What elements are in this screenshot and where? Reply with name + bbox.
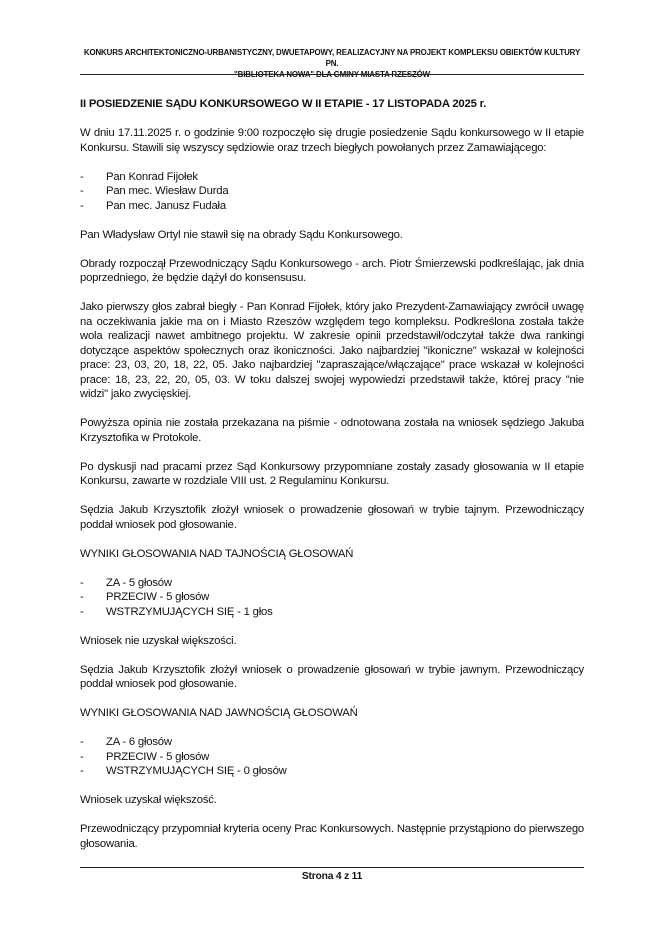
paragraph-voting-rules: Po dyskusji nad pracami przez Sąd Konkursowy przypomniane zostały zasady głosowania w II etapie Konkursu, zawarte w rozdziale VIII ust. 2 Regulaminu Konkursu. [80, 460, 584, 487]
section-title: II POSIEDZENIE SĄDU KONKURSOWEGO W II ETAPIE - 17 LISTOPADA 2025 r. [80, 98, 487, 110]
paragraph-protocol-note: Powyższa opinia nie została przekazana na piśmie - odnotowana została na wniosek sędziego Jakuba Krzysztofika w Protokole. [80, 417, 584, 444]
list-item: - Pan mec. Janusz Fudała [80, 199, 584, 214]
paragraph-absence: Pan Władysław Ortyl nie stawił się na obrady Sądu Konkursowego. [80, 228, 403, 241]
list-item: - Pan mec. Wiesław Durda [80, 184, 584, 199]
paragraph-expert-opinion: Jako pierwszy głos zabrał biegły - Pan Konrad Fijołek, który jako Prezydent-Zamawiający zwrócił uwagę na oczekiwania jakie ma on i Miasto Rzeszów względem tego kompleksu. Podkreślona została także wola realizacji nawet ambitnego projektu. W zakresie opinii przedstawił/odczytał także dwa rankingi dotyczące aspektów społecznych oraz ikoniczności. Jako najbardziej "ikoniczne" wskazał w kolejności prace: 23, 03, 20, 18, 22, 05. Jako najbardziej "zapraszające/włączające" prace wskazał w kolejności prace: 18, 23, 22, 20, 05, 03. W toku dalszej swojej wypowiedzi przedstawił także, której pracy "nie widzi" jako zwycięskiej. [80, 301, 584, 400]
vote1-results [80, 576, 584, 620]
paragraph-criteria: Przewodniczący przypomniał kryteria oceny Prac Konkursowych. Następnie przystąpiono do pierwszego głosowania. [80, 823, 584, 850]
experts-list [80, 170, 584, 214]
list-item: - WSTRZYMUJĄCYCH SIĘ - 1 głos [80, 605, 584, 620]
list-item: - PRZECIW - 5 głosów [80, 590, 584, 605]
paragraph-secret-motion: Sędzia Jakub Krzysztofik złożył wniosek o prowadzenie głosowań w trybie tajnym. Przewodniczący poddał wniosek pod głosowanie. [80, 504, 584, 531]
header-divider [80, 74, 584, 75]
vote2-heading: WYNIKI GŁOSOWANIA NAD JAWNOŚCIĄ GŁOSOWAŃ [80, 707, 358, 719]
vote2-result: Wniosek uzyskał większość. [80, 794, 217, 806]
list-item: - ZA - 6 głosów [80, 735, 584, 750]
list-item: - PRZECIW - 5 głosów [80, 750, 584, 765]
vote1-heading: WYNIKI GŁOSOWANIA NAD TAJNOŚCIĄ GŁOSOWAŃ [80, 547, 354, 560]
header-line-1: KONKURS ARCHITEKTONICZNO-URBANISTYCZNY, DWUETAPOWY, REALIZACYJNY NA PROJEKT KOMPLEKSU OBIEKTÓW KULTURY PN. [83, 47, 581, 68]
vote1-result: Wniosek nie uzyskał większości. [80, 634, 237, 647]
vote2-results [80, 735, 584, 779]
paragraph-opening: W dniu 17.11.2025 r. o godzinie 9:00 rozpoczęło się drugie posiedzenie Sądu konkursowego w II etapie Konkursu. Stawili się wszyscy sędziowie oraz trzech biegłych powołanych przez Zamawiającego: [80, 127, 584, 154]
footer-divider [80, 867, 584, 868]
list-item: - WSTRZYMUJĄCYCH SIĘ - 0 głosów [80, 764, 584, 779]
list-item: - ZA - 5 głosów [80, 576, 584, 591]
document-body [80, 97, 584, 851]
list-item: - Pan Konrad Fijołek [80, 170, 584, 185]
page-header [82, 47, 582, 80]
header-line-2: "BIBLIOTEKA NOWA" DLA GMINY MIASTA RZESZÓW [234, 69, 430, 79]
page-number: Strona 4 z 11 [301, 871, 363, 882]
paragraph-open-motion: Sędzia Jakub Krzysztofik złożył wniosek o prowadzenie głosowań w trybie jawnym. Przewodniczący poddał wniosek pod głosowanie. [80, 663, 584, 690]
paragraph-chair: Obrady rozpoczął Przewodniczący Sądu Konkursowego - arch. Piotr Śmierzewski podkreślając, jak dnia poprzedniego, że będzie dążył do konsensusu. [80, 257, 584, 284]
